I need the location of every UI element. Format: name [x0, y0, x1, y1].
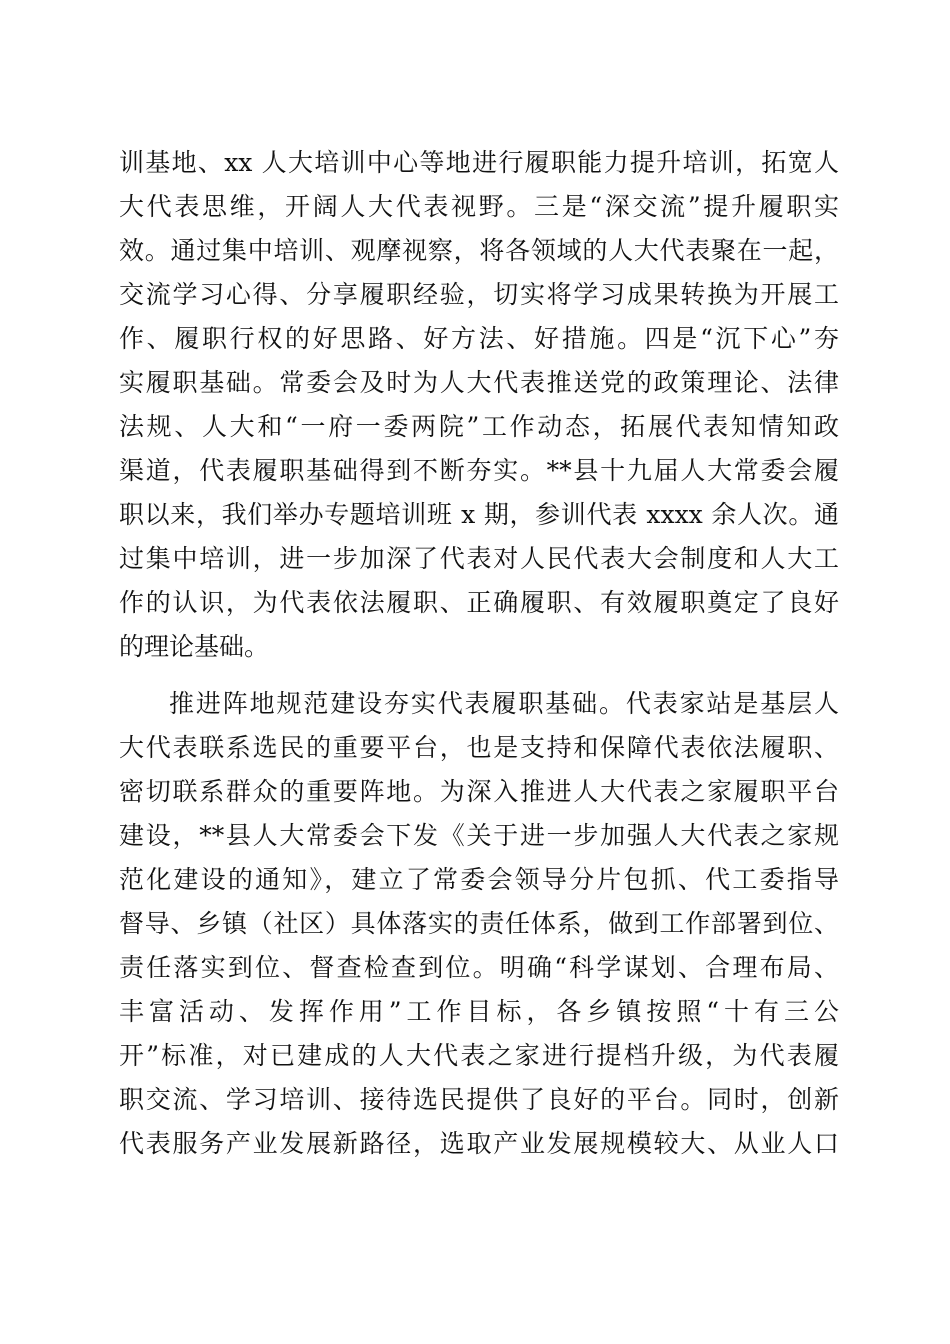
paragraph-line: 开”标准，对已建成的人大代表之家进行提档升级，为代表履 [119, 1041, 839, 1070]
paragraph-line: 作、履职行权的好思路、好方法、好措施。四是“沉下心”夯 [119, 324, 839, 353]
paragraph-line: 训基地、xx 人大培训中心等地进行履职能力提升培训，拓宽人 [119, 148, 839, 177]
paragraph-line: 的理论基础。 [119, 632, 270, 661]
paragraph-line: 建设，**县人大常委会下发《关于进一步加强人大代表之家规 [119, 821, 839, 850]
paragraph-line: 范化建设的通知》，建立了常委会领导分片包抓、代工委指导 [119, 865, 839, 894]
paragraph-line: 密切联系群众的重要阵地。为深入推进人大代表之家履职平台 [119, 777, 839, 806]
paragraph-line: 职以来，我们举办专题培训班 x 期，参训代表 xxxx 余人次。通 [119, 500, 839, 529]
paragraph-1 [119, 141, 839, 669]
paragraph-line: 渠道，代表履职基础得到不断夯实。**县十九届人大常委会履 [119, 456, 839, 485]
paragraph-line: 法规、人大和“一府一委两院”工作动态，拓展代表知情知政 [119, 412, 839, 441]
paragraph-line: 责任落实到位、督查检查到位。明确“科学谋划、合理布局、 [119, 953, 839, 982]
paragraph-line: 实履职基础。常委会及时为人大代表推送党的政策理论、法律 [119, 368, 839, 397]
paragraph-line: 代表服务产业发展新路径，选取产业发展规模较大、从业人口 [119, 1129, 839, 1158]
paragraph-line: 作的认识，为代表依法履职、正确履职、有效履职奠定了良好 [119, 588, 839, 617]
paragraph-line: 职交流、学习培训、接待选民提供了良好的平台。同时，创新 [119, 1085, 839, 1114]
paragraph-2 [119, 682, 839, 1166]
paragraph-line: 丰富活动、发挥作用”工作目标，各乡镇按照“十有三公 [119, 997, 839, 1026]
paragraph-line: 大代表思维，开阔人大代表视野。三是“深交流”提升履职实 [119, 192, 839, 221]
paragraph-line: 推进阵地规范建设夯实代表履职基础。代表家站是基层人 [169, 689, 839, 718]
paragraph-line: 督导、乡镇（社区）具体落实的责任体系，做到工作部署到位、 [119, 909, 839, 938]
paragraph-line: 效。通过集中培训、观摩视察，将各领域的人大代表聚在一起， [119, 236, 839, 265]
paragraph-line: 交流学习心得、分享履职经验，切实将学习成果转换为开展工 [119, 280, 839, 309]
paragraph-line: 过集中培训，进一步加深了代表对人民代表大会制度和人大工 [119, 544, 839, 573]
paragraph-line: 大代表联系选民的重要平台，也是支持和保障代表依法履职、 [119, 733, 839, 762]
